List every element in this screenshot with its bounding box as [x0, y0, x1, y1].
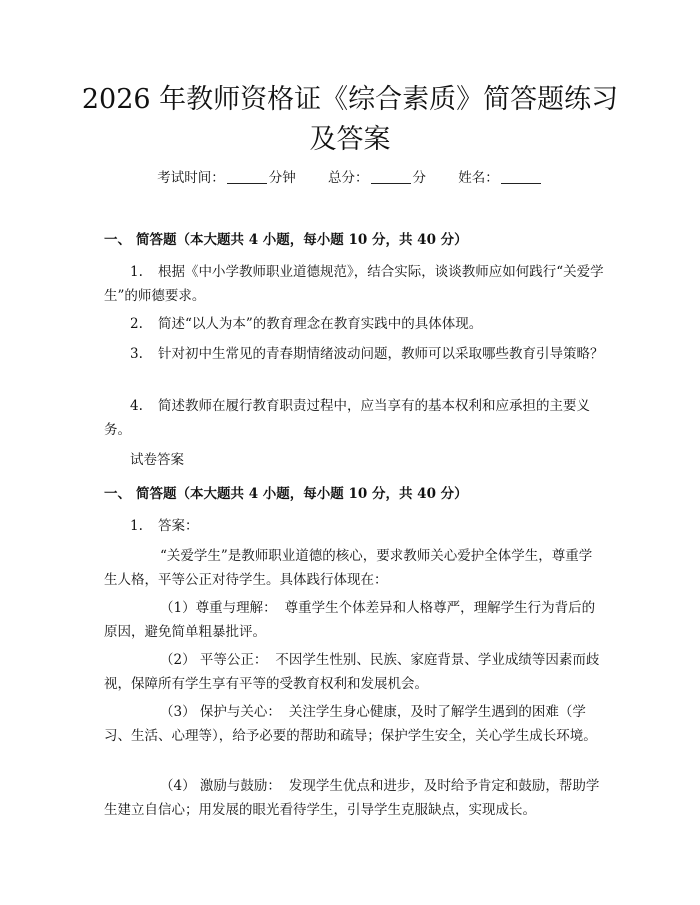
section-heading-answers [104, 484, 468, 504]
exam-info-line [0, 168, 700, 188]
point-text: 尊重学生个体差异和人格尊严，理解学生行为背后的原因，避免简单粗暴批评。 [104, 600, 596, 640]
answer-1-label [130, 516, 199, 536]
section-number: 一、 [104, 232, 131, 248]
answer-heading: 试卷答案 [130, 452, 184, 468]
answer-1-intro: “关爱学生”是教师职业道德的核心，要求教师关心爱护全体学生，尊重学生人格，平等公正对待学生。具体践行体现在： [104, 548, 593, 588]
total-score [328, 168, 426, 188]
section-title: 简答题（本大题共 4 小题，每小题 10 分，共 40 分） [136, 486, 468, 502]
answer-label: 答案： [158, 518, 199, 534]
exam-time-unit: 分钟 [268, 170, 296, 186]
total-score-blank [371, 169, 411, 184]
question-text: 简述“以人为本”的教育理念在教育实践中的具体体现。 [158, 316, 483, 332]
exam-time [157, 168, 296, 188]
student-name-label: 姓名： [458, 170, 499, 186]
page-title: 2026 年教师资格证《综合素质》简答题练习及答案 [81, 84, 619, 155]
point-text: 关注学生身心健康，及时了解学生遇到的困难（学习、生活、心理等），给予必要的帮助和疏导；保护学生安全，关心学生成长环境。 [104, 704, 597, 744]
point-label: （2） 平等公正： [160, 652, 268, 668]
question-1 [104, 260, 604, 308]
point-label: （3） 保护与关心： [160, 704, 281, 720]
question-number: 1. [130, 264, 143, 280]
question-text: 简述教师在履行教育职责过程中，应当享有的基本权利和应承担的主要义务。 [104, 398, 590, 438]
answer-1-point-3 [104, 700, 604, 748]
point-label: （1）尊重与理解： [160, 600, 277, 616]
question-3 [104, 342, 604, 366]
answer-number: 1. [130, 518, 143, 534]
exam-time-label: 考试时间： [157, 170, 225, 186]
section-number: 一、 [104, 486, 131, 502]
question-text: 根据《中小学教师职业道德规范》，结合实际，谈谈教师应如何践行“关爱学生”的师德要求。 [104, 264, 604, 304]
question-text: 针对初中生常见的青春期情绪波动问题，教师可以采取哪些教育引导策略？ [158, 346, 604, 362]
total-score-label: 总分： [328, 170, 369, 186]
question-number: 3. [130, 346, 143, 362]
point-text: 不因学生性别、民族、家庭背景、学业成绩等因素而歧视，保障所有学生享有平等的受教育权利和发展机会。 [104, 652, 600, 692]
student-name-blank [501, 169, 541, 184]
answer-1-point-1 [104, 596, 604, 644]
section-title: 简答题（本大题共 4 小题，每小题 10 分，共 40 分） [136, 232, 468, 248]
point-text: 发现学生优点和进步，及时给予肯定和鼓励，帮助学生建立自信心；用发展的眼光看待学生，引导学生克服缺点，实现成长。 [104, 778, 600, 818]
exam-time-blank [227, 169, 267, 184]
section-heading-questions [104, 230, 468, 250]
question-2 [104, 312, 604, 336]
point-label: （4） 激励与鼓励： [160, 778, 281, 794]
total-score-unit: 分 [412, 170, 426, 186]
answer-1-point-2 [104, 648, 604, 696]
answer-1-point-4 [104, 774, 604, 822]
student-name [458, 168, 543, 188]
question-number: 2. [130, 316, 143, 332]
question-number: 4. [130, 398, 143, 414]
question-4 [104, 394, 604, 442]
